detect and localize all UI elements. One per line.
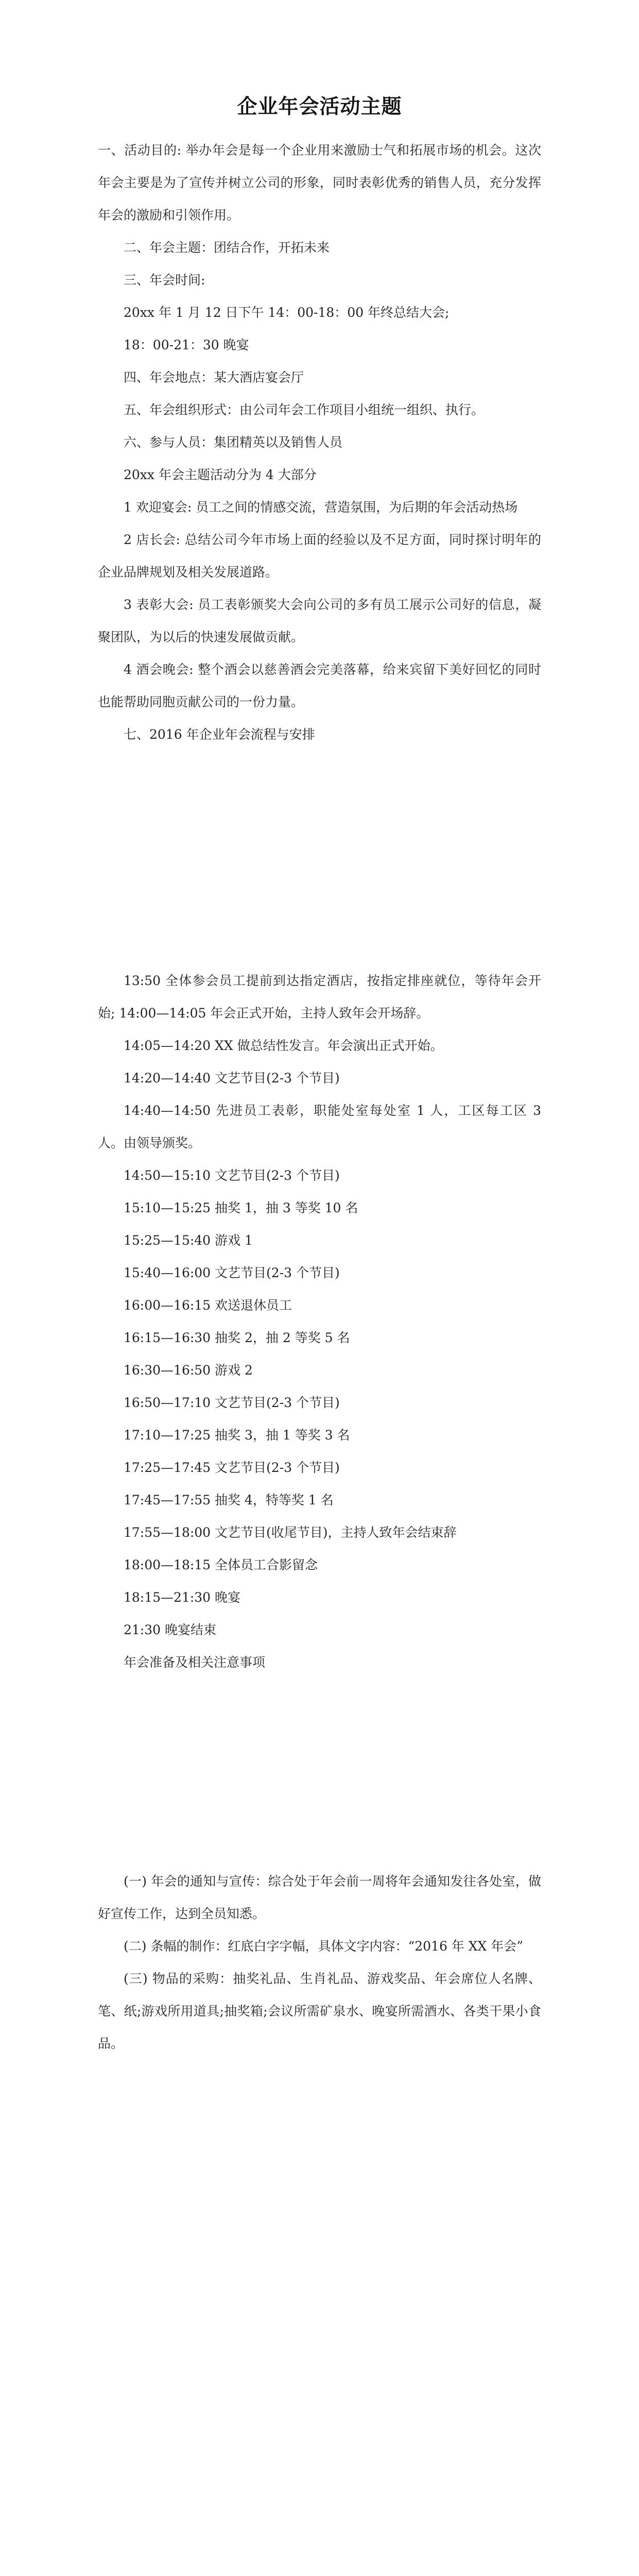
paragraph: 15:40—16:00 文艺节目(2-3 个节目) (124, 1265, 340, 1280)
paragraph: 四、年会地点：某大酒店宴会厅 (124, 370, 304, 385)
section-preparation (98, 1865, 541, 2060)
paragraph: 3 表彰大会: 员工表彰颁奖大会向公司的多有员工展示公司好的信息，凝聚团队，为以后的快速发展做贡献。 (98, 597, 541, 645)
paragraph: 16:15—16:30 抽奖 2，抽 2 等奖 5 名 (124, 1330, 350, 1345)
paragraph: 三、年会时间: (124, 273, 205, 287)
paragraph: 14:20—14:40 文艺节目(2-3 个节目) (124, 1071, 340, 1086)
paragraph: 18:15—21:30 晚宴 (124, 1590, 241, 1605)
paragraph: (三) 物品的采购：抽奖礼品、生肖礼品、游戏奖品、年会席位人名牌、笔、纸;游戏所用道具;抽奖箱;会议所需矿泉水、晚宴所需酒水、各类干果小食品。 (98, 1971, 541, 2051)
paragraph: 17:25—17:45 文艺节目(2-3 个节目) (124, 1460, 340, 1475)
paragraph: 2 店长会: 总结公司今年市场上面的经验以及不足方面，同时探讨明年的企业品牌规划及相关发展道路。 (98, 532, 541, 580)
paragraph: 年会准备及相关注意事项 (124, 1655, 266, 1670)
paragraph: 18:00—18:15 全体员工合影留念 (124, 1557, 318, 1572)
paragraph: 14:05—14:20 XX 做总结性发言。年会演出正式开始。 (124, 1038, 443, 1053)
paragraph: 14:40—14:50 先进员工表彰，职能处室每处室 1 人，工区每工区 3 人。由领导颁奖。 (98, 1103, 541, 1150)
paragraph: 14:50—15:10 文艺节目(2-3 个节目) (124, 1168, 340, 1183)
document-title: 企业年会活动主题 (237, 95, 402, 119)
paragraph: 21:30 晚宴结束 (124, 1622, 216, 1637)
paragraph: (二) 条幅的制作：红底白字字幅，具体文字内容：“2016 年 XX 年会” (124, 1939, 524, 1954)
paragraph: 18：00-21：30 晚宴 (124, 337, 249, 352)
paragraph: 七、2016 年企业年会流程与安排 (124, 727, 315, 742)
paragraph: 15:25—15:40 游戏 1 (124, 1233, 253, 1248)
paragraph: 16:00—16:15 欢送退休员工 (124, 1298, 292, 1313)
paragraph: 20xx 年 1 月 12 日下午 14：00-18：00 年终总结大会; (124, 305, 450, 320)
paragraph: 16:50—17:10 文艺节目(2-3 个节目) (124, 1395, 340, 1410)
paragraph: 17:10—17:25 抽奖 3，抽 1 等奖 3 名 (124, 1428, 350, 1443)
paragraph: 16:30—16:50 游戏 2 (124, 1363, 253, 1378)
section-schedule (98, 964, 541, 1679)
paragraph: 一、活动目的: 举办年会是每一个企业用来激励士气和拓展市场的机会。这次年会主要是为了宣传并树立公司的形象，同时表彰优秀的销售人员，充分发挥年会的激励和引领作用。 (98, 143, 541, 223)
paragraph: 1 欢迎宴会: 员工之间的情感交流，营造氛围，为后期的年会活动热场 (124, 500, 518, 515)
paragraph: 二、年会主题：团结合作，开拓未来 (124, 240, 330, 255)
paragraph: 20xx 年会主题活动分为 4 大部分 (124, 467, 317, 482)
paragraph: 17:55—18:00 文艺节目(收尾节目)，主持人致年会结束辞 (124, 1525, 457, 1540)
paragraph: 17:45—17:55 抽奖 4，特等奖 1 名 (124, 1493, 334, 1507)
section-activity-overview (98, 134, 541, 751)
paragraph: 4 酒会晚会: 整个酒会以慈善酒会完美落幕，给来宾留下美好回忆的同时也能帮助同胞贡献公司的一份力量。 (98, 662, 541, 709)
paragraph: 13:50 全体参会员工提前到达指定酒店，按指定排座就位，等待年会开始; 14:00—14:05 年会正式开始，主持人致年会开场辞。 (98, 973, 541, 1021)
paragraph: (一) 年会的通知与宣传：综合处于年会前一周将年会通知发往各处室，做好宣传工作，达到全员知悉。 (98, 1874, 541, 1921)
paragraph: 15:10—15:25 抽奖 1，抽 3 等奖 10 名 (124, 1200, 358, 1215)
paragraph: 六、参与人员：集团精英以及销售人员 (124, 435, 343, 450)
paragraph: 五、年会组织形式：由公司年会工作项目小组统一组织、执行。 (124, 402, 485, 417)
